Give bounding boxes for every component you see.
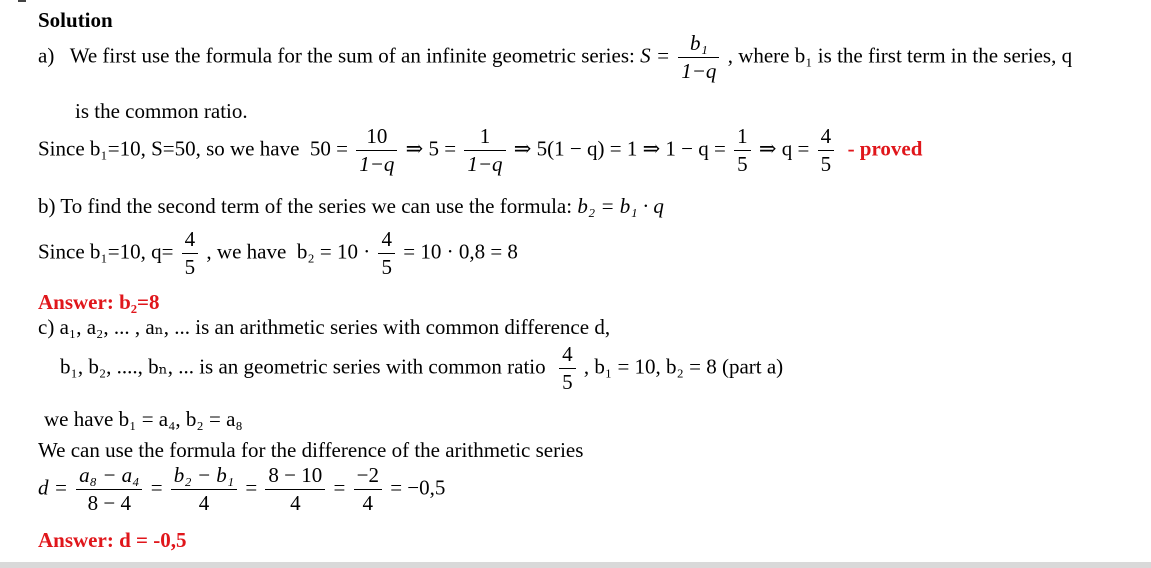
- part-b-we-have: , we have: [206, 239, 287, 264]
- d-lhs: d =: [38, 475, 68, 500]
- eq3-fraction: [734, 126, 751, 175]
- calc-fraction: [378, 229, 395, 278]
- d-fraction-3-numerator: 8 − 10: [268, 463, 323, 487]
- eq1-denominator: 1−q: [356, 150, 397, 175]
- part-a-since: Since b₁=10, S=50, so we have: [38, 136, 300, 161]
- ratio-numerator: 4: [562, 342, 573, 366]
- sum-formula-lhs: S =: [640, 43, 671, 68]
- q-numerator: 4: [184, 227, 196, 251]
- part-b-calc-lhs: b₂ = 10 ·: [296, 239, 371, 264]
- part-c-line4: We can use the formula for the difference of the arithmetic series: [38, 438, 584, 462]
- d-fraction-1-denominator: 8 − 4: [76, 489, 142, 514]
- part-a-derivation: [38, 126, 922, 175]
- part-b-formula: b₂ = b₁ · q: [577, 194, 664, 218]
- eq2-fraction: [464, 126, 505, 175]
- part-b-intro: b) To find the second term of the series we can use the formula:: [38, 194, 573, 218]
- d-fraction-4-denominator: 4: [354, 489, 382, 514]
- calc-numerator: 4: [381, 227, 392, 251]
- d-fraction-3-denominator: 4: [265, 489, 325, 514]
- ratio-denominator: 5: [559, 368, 576, 393]
- eq4-lhs: ⇒ q =: [758, 136, 810, 161]
- ratio-fraction: [559, 344, 576, 393]
- sum-formula-denominator: 1−q: [678, 57, 719, 82]
- eq4-denominator: 5: [818, 150, 835, 175]
- eq1-fraction: [356, 126, 397, 175]
- eq3: ⇒ 5(1 − q) = 1 ⇒ 1 − q =: [513, 136, 726, 161]
- part-a-label: a): [38, 43, 55, 68]
- sum-formula-fraction: [678, 33, 719, 82]
- part-b-line1: [38, 194, 664, 219]
- q-denominator: 5: [182, 253, 199, 278]
- eq2-numerator: 1: [479, 124, 491, 148]
- eq1-numerator: 10: [366, 124, 388, 148]
- equals-2: =: [245, 475, 258, 500]
- part-a-intro: We first use the formula for the sum of an infinite geometric series:: [69, 43, 635, 68]
- top-edge-mark: [18, 0, 26, 2]
- d-fraction-2: [171, 465, 237, 514]
- bottom-scroll-bar: [0, 562, 1151, 568]
- part-c-line1: c) a₁, a₂, ... , aₙ, ... is an arithmetic series with common difference d,: [38, 315, 611, 339]
- d-fraction-4-numerator: −2: [356, 463, 379, 487]
- part-c-line2-text: b₁, b₂, ...., bₙ, ... is an geometric series with common ratio: [60, 354, 546, 379]
- equals-3: =: [333, 475, 346, 500]
- d-fraction-3: [265, 465, 325, 514]
- part-a-line1: [38, 33, 1072, 82]
- part-b-calc-rhs: = 10 · 0,8 = 8: [403, 239, 518, 264]
- proved-label: - proved: [847, 136, 923, 161]
- part-b-line2: [38, 229, 518, 278]
- part-c-line2: [60, 344, 783, 393]
- difference-equation: [38, 465, 445, 514]
- d-rhs: = −0,5: [390, 475, 446, 500]
- d-fraction-4: [354, 465, 382, 514]
- d-fraction-2-denominator: 4: [171, 489, 237, 514]
- part-c-line3: we have b₁ = a₄, b₂ = a₈: [44, 407, 243, 431]
- calc-denominator: 5: [378, 253, 395, 278]
- sum-formula-numerator: b₁: [689, 31, 708, 55]
- part-a-line2: is the common ratio.: [75, 99, 248, 123]
- d-fraction-1-numerator: a₈ − a₄: [79, 463, 140, 487]
- eq3-numerator: 1: [737, 124, 748, 148]
- d-fraction-2-numerator: b₂ − b₁: [173, 463, 235, 487]
- eq3-denominator: 5: [734, 150, 751, 175]
- eq4-numerator: 4: [820, 124, 832, 148]
- d-fraction-1: [76, 465, 142, 514]
- eq2-lhs: ⇒ 5 =: [405, 136, 457, 161]
- eq4-fraction: [818, 126, 835, 175]
- answer-c: Answer: d = -0,5: [38, 528, 187, 552]
- eq2-denominator: 1−q: [464, 150, 505, 175]
- part-c-line2-tail: , b₁ = 10, b₂ = 8 (part a): [583, 354, 784, 379]
- part-a-after-formula: , where b₁ is the first term in the series, q: [727, 43, 1073, 68]
- answer-b: Answer: b₂=8: [38, 290, 160, 314]
- solution-heading: Solution: [38, 8, 113, 32]
- q-fraction: [182, 229, 199, 278]
- eq1-lhs: 50 =: [309, 136, 348, 161]
- equals-1: =: [150, 475, 163, 500]
- part-b-since: Since b₁=10, q=: [38, 239, 174, 264]
